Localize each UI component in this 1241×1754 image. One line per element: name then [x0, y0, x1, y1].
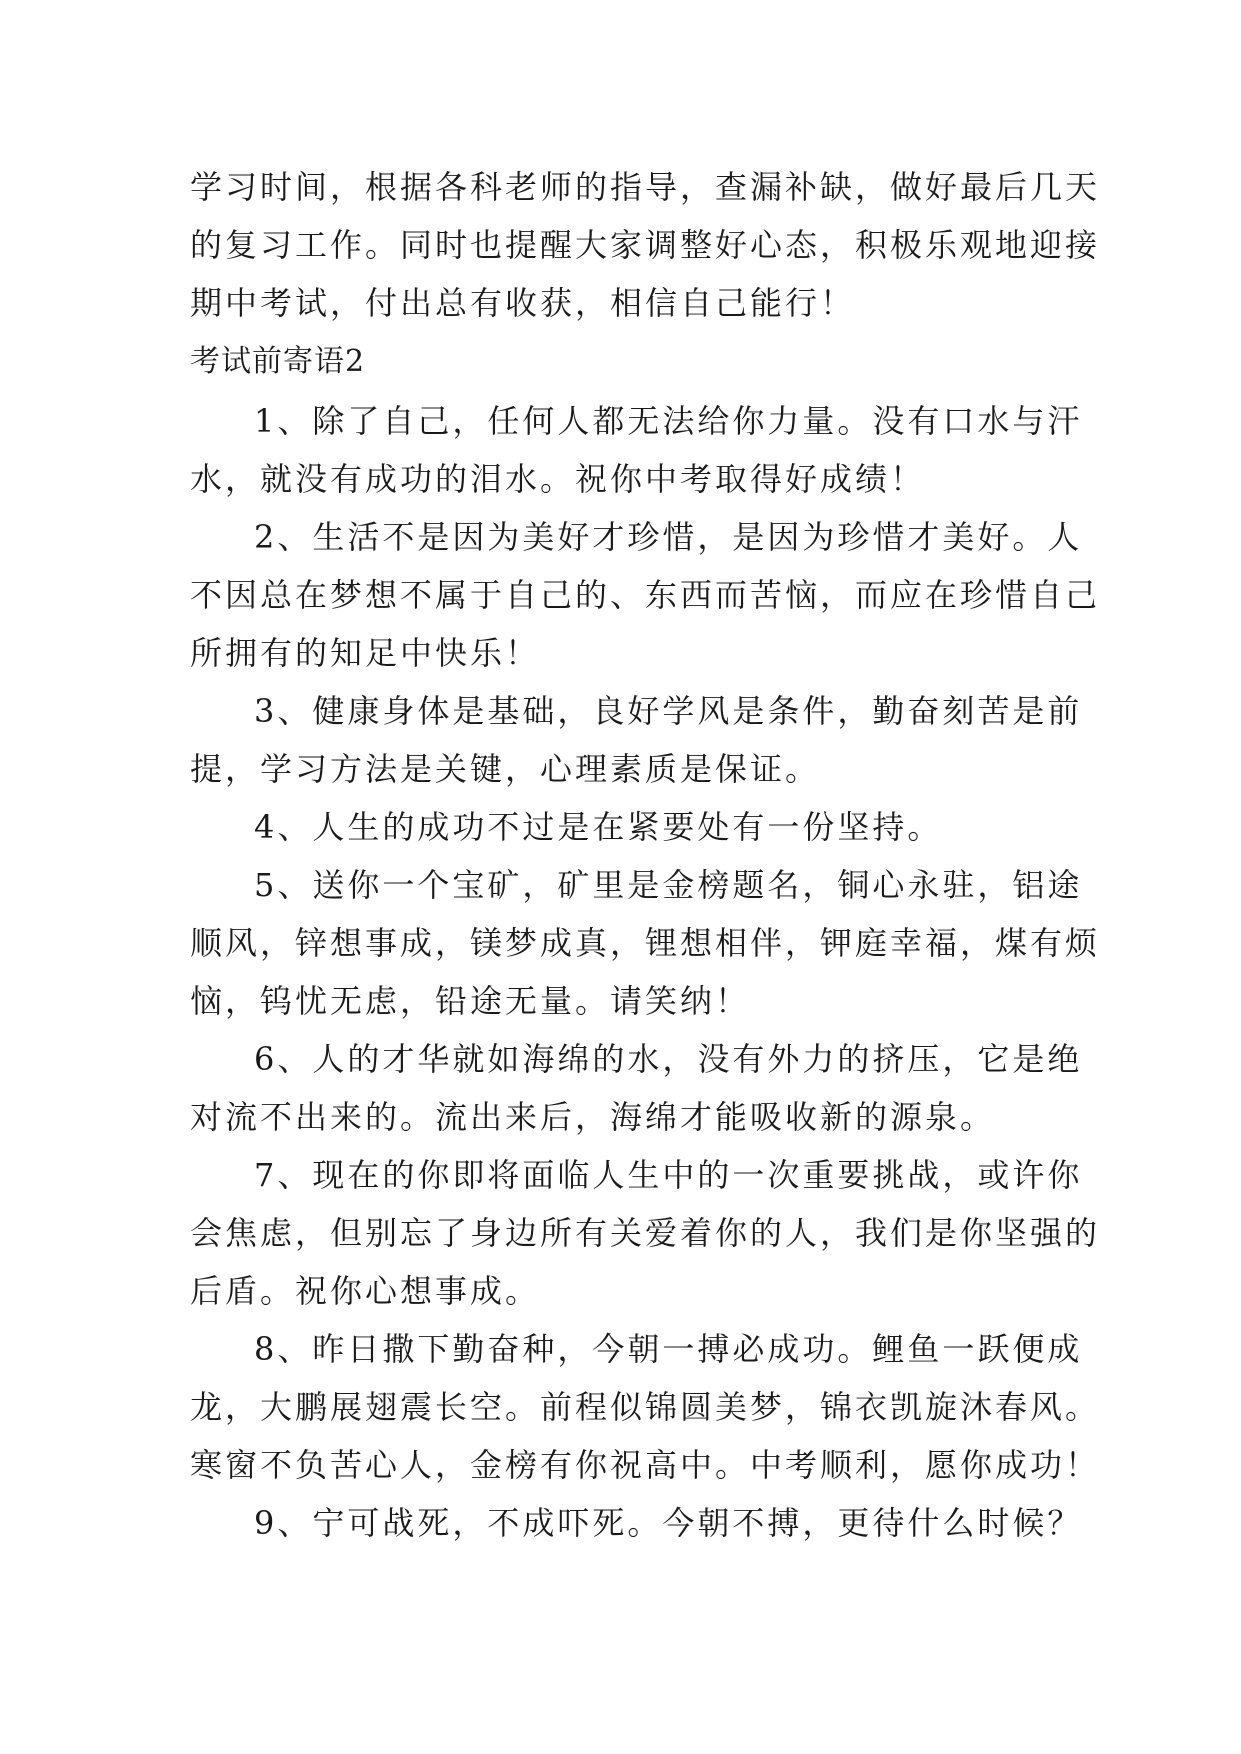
numbered-item — [190, 1146, 1101, 1320]
paragraph-line: 5、送你一个宝矿，矿里是金榜题名，铜心永驻，铝途 — [254, 866, 1083, 904]
paragraph-line: 顺风，锌想事成，镁梦成真，锂想相伴，钾庭幸福，煤有烦 — [190, 924, 1101, 962]
numbered-item — [190, 392, 1083, 508]
paragraph-line: 1、除了自己，任何人都无法给你力量。没有口水与汗 — [254, 402, 1083, 440]
paragraph-line: 对流不出来的。流出来后，海绵才能吸收新的源泉。 — [190, 1098, 996, 1136]
numbered-item — [190, 508, 1101, 682]
paragraph-line: 寒窗不负苦心人，金榜有你祝高中。中考顺利，愿你成功！ — [190, 1446, 1101, 1484]
numbered-item — [190, 856, 1101, 1030]
paragraph-line: 8、昨日撒下勤奋种，今朝一搏必成功。鲤鱼一跃便成 — [254, 1330, 1083, 1368]
paragraph-line: 后盾。祝你心想事成。 — [190, 1272, 541, 1310]
paragraph-line: 会焦虑，但别忘了身边所有关爱着你的人，我们是你坚强的 — [190, 1214, 1101, 1252]
paragraph-line: 期中考试，付出总有收获，相信自己能行！ — [190, 284, 856, 322]
numbered-item — [190, 1030, 1083, 1146]
paragraph-line: 2、生活不是因为美好才珍惜，是因为珍惜才美好。人 — [254, 518, 1083, 556]
paragraph-line: 不因总在梦想不属于自己的、东西而苦恼，而应在珍惜自己 — [190, 576, 1101, 614]
paragraph-line: 7、现在的你即将面临人生中的一次重要挑战，或许你 — [254, 1156, 1083, 1194]
paragraph-line: 9、宁可战死，不成吓死。今朝不搏，更待什么时候？ — [254, 1504, 1083, 1542]
numbered-item — [190, 798, 1050, 856]
paragraph-line: 恼，钨忧无虑，铅途无量。请笑纳！ — [190, 982, 751, 1020]
paragraph-line: 水，就没有成功的泪水。祝你中考取得好成绩！ — [190, 460, 926, 498]
paragraph-line: 龙，大鹏展翅震长空。前程似锦圆美梦，锦衣凯旋沐春风。 — [190, 1388, 1101, 1426]
paragraph-line: 的复习工作。同时也提醒大家调整好心态，积极乐观地迎接 — [190, 226, 1101, 264]
numbered-item — [190, 1320, 1101, 1494]
paragraph-line: 3、健康身体是基础，良好学风是条件，勤奋刻苦是前 — [254, 692, 1083, 730]
paragraph-line: 所拥有的知足中快乐！ — [190, 634, 541, 672]
numbered-item — [190, 682, 1083, 798]
section-heading: 考试前寄语2 — [190, 344, 366, 379]
paragraph-line: 4、人生的成功不过是在紧要处有一份坚持。 — [254, 808, 943, 846]
intro-paragraph — [190, 158, 1101, 332]
paragraph-line: 提，学习方法是关键，心理素质是保证。 — [190, 750, 821, 788]
paragraph-line: 学习时间，根据各科老师的指导，查漏补缺，做好最后几天 — [190, 168, 1101, 206]
document-page — [190, 158, 1101, 1552]
numbered-item — [190, 1494, 1083, 1552]
paragraph-line: 6、人的才华就如海绵的水，没有外力的挤压，它是绝 — [254, 1040, 1083, 1078]
